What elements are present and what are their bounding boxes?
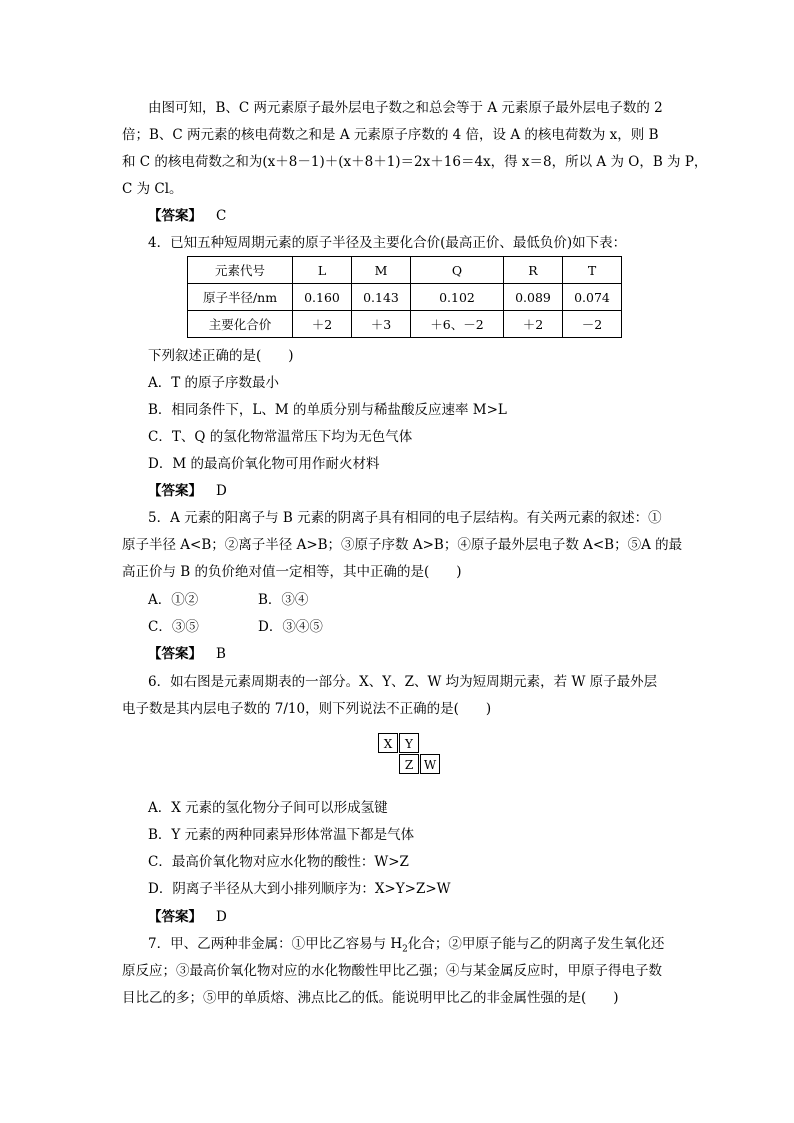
table-header-cell: T (563, 257, 622, 284)
q5-line-1: 5．A 元素的阳离子与 B 元素的阴离子具有相同的电子层结构。有关两元素的叙述：① (148, 510, 662, 526)
table-cell: 0.160 (293, 284, 352, 311)
table-header-cell: Q (411, 257, 504, 284)
q6-option-b: B．Y 元素的两种同素异形体常温下都是气体 (148, 827, 415, 843)
grid-cell-z: Z (399, 754, 419, 774)
table-cell: 主要化合价 (188, 311, 293, 338)
answer-label: 【答案】 (148, 646, 202, 662)
grid-cell-y: Y (399, 733, 419, 753)
q4-option-b: B．相同条件下，L、M 的单质分别与稀盐酸反应速率 M>L (148, 402, 507, 418)
q4-question: 下列叙述正确的是( ) (148, 348, 294, 364)
table-row (188, 311, 622, 338)
q5-answer (148, 642, 226, 662)
answer-value: D (216, 483, 227, 499)
solution-line-1: 由图可知，B、C 两元素原子最外层电子数之和总会等于 A 元素原子最外层电子数的 2 (148, 100, 663, 116)
table-row (188, 257, 622, 284)
table-header-cell: L (293, 257, 352, 284)
answer-value: B (216, 646, 226, 662)
solution-line-4: C 为 Cl。 (122, 181, 183, 197)
q4-option-d: D．M 的最高价氧化物可用作耐火材料 (148, 456, 380, 472)
solution-answer (148, 204, 226, 224)
table-header-cell: R (504, 257, 563, 284)
q4-answer (148, 479, 227, 499)
table-cell: 0.143 (352, 284, 411, 311)
q5-line-3: 高正价与 B 的负价绝对值一定相等，其中正确的是( ) (122, 564, 462, 580)
q4-stem: 4．已知五种短周期元素的原子半径及主要化合价(最高正价、最低负价)如下表： (148, 235, 627, 251)
q4-option-c: C．T、Q 的氢化物常温常压下均为无色气体 (148, 429, 413, 445)
answer-label: 【答案】 (148, 208, 202, 224)
table-header-cell: 元素代号 (188, 257, 293, 284)
table-cell: 原子半径/nm (188, 284, 293, 311)
answer-label: 【答案】 (148, 483, 202, 499)
q5-option-b: B．③④ (258, 592, 309, 608)
q7-subscript: 2 (402, 944, 408, 955)
q6-line-1: 6．如右图是元素周期表的一部分。X、Y、Z、W 均为短周期元素，若 W 原子最外层 (148, 674, 658, 690)
answer-value: C (216, 208, 227, 224)
answer-label: 【答案】 (148, 909, 202, 925)
solution-line-3: 和 C 的核电荷数之和为(x＋8－1)＋(x＋8＋1)＝2x＋16＝4x，得 x＝8，所以 A 为 O，B 为 P， (122, 154, 708, 170)
table-cell: ＋3 (352, 311, 411, 338)
solution-line-2: 倍；B、C 两元素的核电荷数之和是 A 元素原子序数的 4 倍，设 A 的核电荷数为 x，则 B (122, 127, 659, 143)
q5-option-a: A．①② (148, 592, 199, 608)
q7-line-1-post: 化合；②甲原子能与乙的阴离子发生氧化还 (407, 936, 665, 952)
q6-option-a: A．X 元素的氢化物分子间可以形成氢键 (148, 800, 388, 816)
table-cell: 0.102 (411, 284, 504, 311)
table-cell: ＋2 (504, 311, 563, 338)
table-cell: －2 (563, 311, 622, 338)
table-cell: ＋2 (293, 311, 352, 338)
q6-option-d: D．阴离子半径从大到小排列顺序为：X>Y>Z>W (148, 881, 451, 897)
q5-line-2: 原子半径 A<B；②离子半径 A>B；③原子序数 A>B；④原子最外层电子数 A<B；⑤A 的最 (122, 537, 683, 553)
grid-cell-w: W (420, 754, 440, 774)
table-row (188, 284, 622, 311)
q5-option-c: C．③⑤ (148, 619, 199, 635)
q4-option-a: A．T 的原子序数最小 (148, 375, 280, 391)
q7-line-3: 目比乙的多；⑤甲的单质熔、沸点比乙的低。能说明甲比乙的非金属性强的是( ) (122, 990, 619, 1006)
q6-answer (148, 905, 227, 925)
answer-value: D (216, 909, 227, 925)
table-cell: 0.074 (563, 284, 622, 311)
table-cell: ＋6、－2 (411, 311, 504, 338)
q7-line-2: 原反应；③最高价氧化物对应的水化物酸性甲比乙强；④与某金属反应时，甲原子得电子数 (122, 963, 662, 979)
q4-element-table (187, 256, 622, 338)
q7-line-1 (148, 932, 664, 955)
q6-option-c: C．最高价氧化物对应水化物的酸性：W>Z (148, 854, 409, 870)
q7-line-1-pre: 7．甲、乙两种非金属：①甲比乙容易与 H (148, 936, 403, 952)
table-header-cell: M (352, 257, 411, 284)
q6-line-2: 电子数是其内层电子数的 7/10，则下列说法不正确的是( ) (122, 701, 492, 717)
table-cell: 0.089 (504, 284, 563, 311)
q5-option-d: D．③④⑤ (258, 619, 323, 635)
grid-cell-x: X (378, 733, 398, 753)
